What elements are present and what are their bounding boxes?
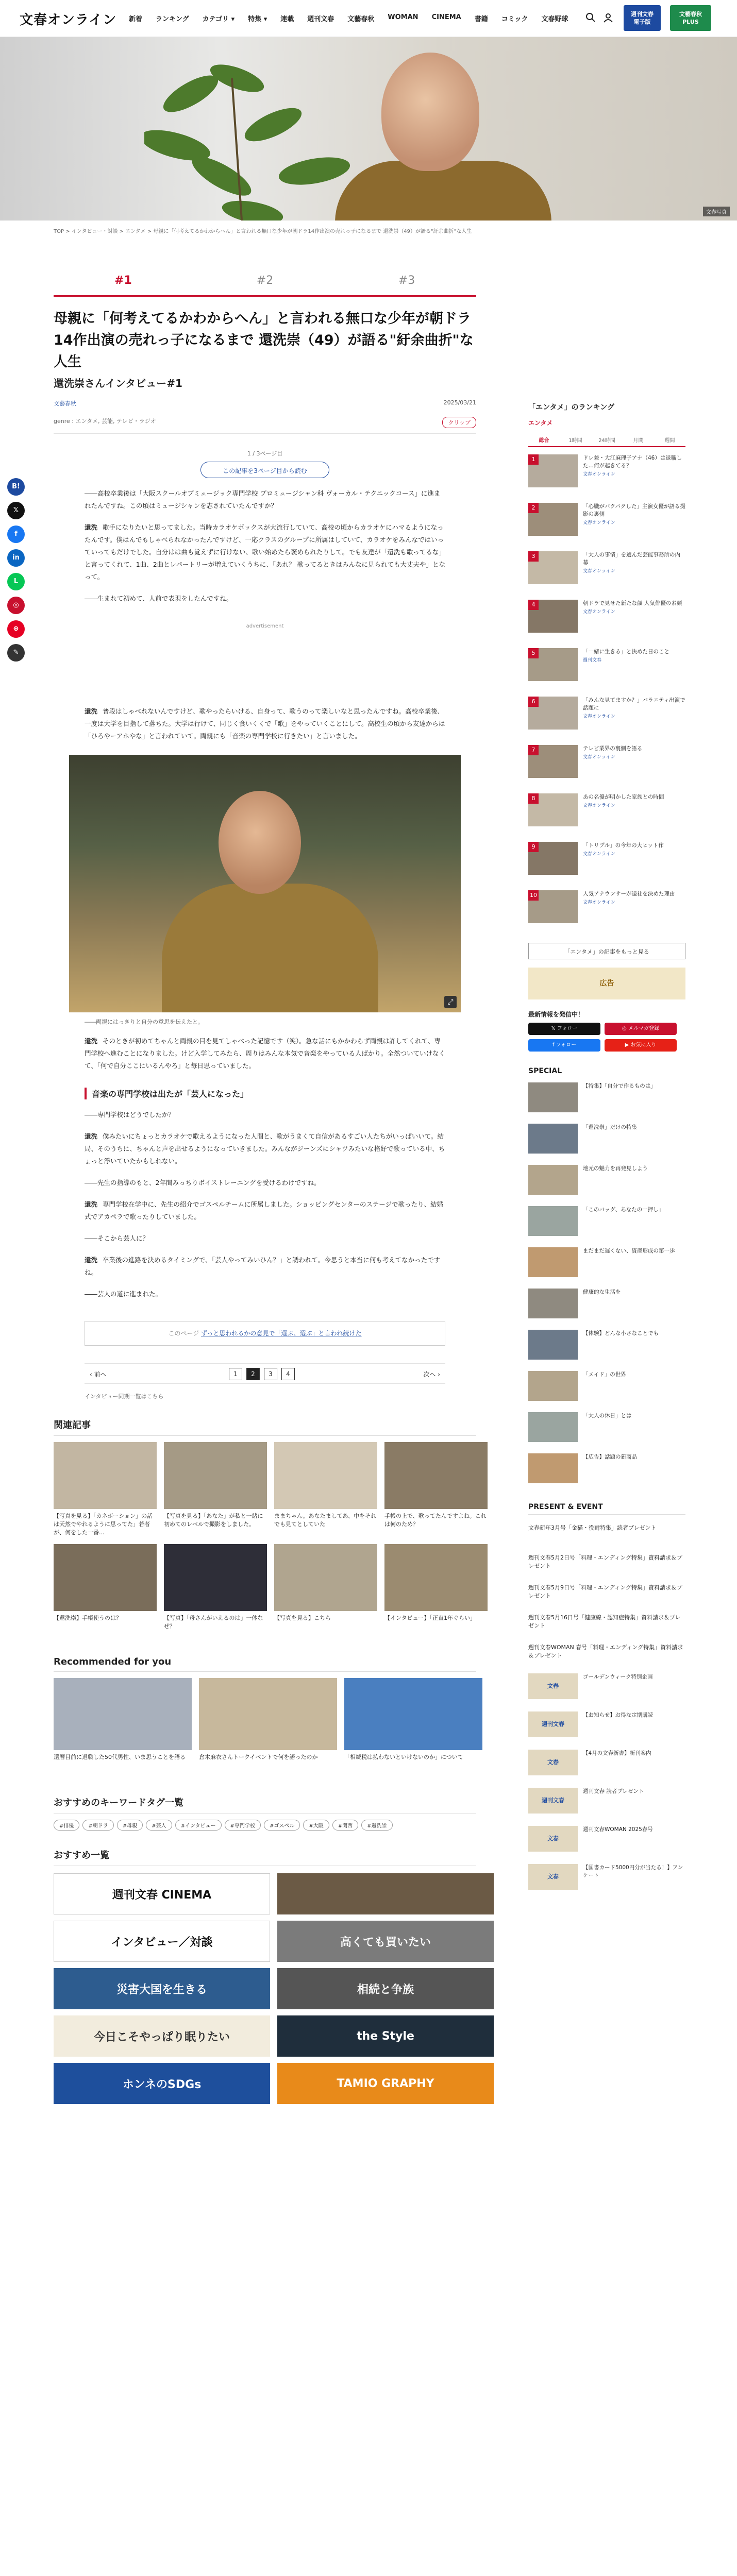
newsletter-button[interactable]: ◎ メルマガ登録 [605, 1023, 677, 1035]
special-text: 「このバッグ、あなたの一押し」 [583, 1207, 664, 1213]
banner-sdgs[interactable]: ホンネのSDGs [54, 2063, 270, 2104]
present-thumb-item[interactable] [528, 1864, 685, 1893]
special-text: まだまだ遅くない、資産形成の第一歩 [583, 1248, 675, 1254]
recommended-card-title: 還暦目前に退職した50代男性、いま思うことを語る [54, 1754, 186, 1760]
ranking-title: 「エンタメ」のランキング [528, 403, 615, 412]
keyword-tag[interactable]: #専門学校 [225, 1820, 261, 1831]
present-thumb-item[interactable] [528, 1826, 685, 1855]
related-card-title: 【写真を見る】こちら [274, 1615, 331, 1621]
nav-item[interactable]: 週刊文春 [307, 15, 334, 23]
present-item[interactable]: 文春新年3月号「金猫・役耐特集」読者プレゼント [528, 1524, 657, 1531]
special-text: 「大人の休日」とは [583, 1413, 632, 1419]
recommended-card[interactable] [54, 1678, 192, 1778]
article-title: 母親に「何考えてるかわからへん」と言われる無口な少年が朝ドラ14作出演の売れっ子になるまで 還洗崇（49）が語る"紆余曲折"な人生 [54, 311, 474, 370]
article-subtitle: 還洗崇さんインタビュー#1 [54, 377, 182, 389]
line-share-icon[interactable]: L [7, 573, 25, 590]
ranking-thumb [528, 697, 578, 730]
ranking-list [528, 454, 685, 931]
keyword-tag[interactable]: #母親 [117, 1820, 143, 1831]
present-thumb: 文春 [528, 1750, 578, 1775]
related-title: 関連記事 [54, 1418, 476, 1436]
prev-label: 前へ [94, 1371, 107, 1378]
recommended-card-title: 倉木麻衣さんトークイベントで何を語ったのか [199, 1754, 318, 1760]
sidebar [528, 402, 685, 1893]
ranking-item[interactable] [528, 600, 685, 641]
present-item[interactable]: 週刊文春5月9日号「料理・エンディング特集」資料請求＆プレゼント [528, 1584, 682, 1599]
ranking-title-text: 人気アナウンサーが退社を決めた理由 [583, 891, 675, 897]
follow-facebook-button[interactable]: f フォロー [528, 1039, 600, 1052]
banner-kaitai[interactable]: 高くても買いたい [277, 1921, 494, 1962]
ranking-item[interactable] [528, 890, 685, 931]
rank-number: 2 [528, 503, 539, 513]
special-item[interactable] [528, 1247, 685, 1281]
ranking-title-text: テレビ業界の裏側を語る [583, 745, 643, 752]
present-title: PRESENT & EVENT [528, 1503, 685, 1515]
ranking-source: 週刊文春 [583, 658, 602, 663]
rank-number: 4 [528, 600, 539, 610]
ranking-subtitle: エンタメ [528, 419, 553, 427]
banner-interview[interactable]: インタビュー／対談 [54, 1921, 270, 1962]
ranking-text [583, 745, 642, 786]
ranking-thumb [528, 454, 578, 487]
question: ――芸人の道に進まれた。 [85, 1290, 162, 1298]
ranking-item[interactable] [528, 697, 685, 738]
recommended-card-title: 「相続税は払わないといけないのか」について [344, 1754, 463, 1760]
photo-person-body [162, 884, 378, 1012]
special-text: 【特集】「自分で作るものは」 [583, 1083, 656, 1089]
present-text: 週刊文春 読者プレゼント [583, 1788, 644, 1794]
rank-number: 7 [528, 745, 539, 755]
rank-number: 1 [528, 454, 539, 465]
ranking-tabs [528, 433, 685, 447]
hatena-share-icon[interactable]: B! [7, 478, 25, 496]
ranking-source: 文春オンライン [583, 755, 615, 760]
keyword-tags [54, 1820, 476, 1831]
special-item[interactable] [528, 1082, 685, 1116]
ranking-text [583, 648, 669, 689]
ranking-text [583, 503, 685, 544]
plant-illustration [144, 58, 366, 221]
special-item[interactable] [528, 1453, 685, 1487]
ranking-source: 文春オンライン [583, 472, 615, 477]
article-photo[interactable] [69, 755, 461, 1012]
ranking-item[interactable] [528, 503, 685, 544]
ranking-title-text: ドレ兼・大江麻理子アナ（46）は退職した…何が起きてる？ [583, 455, 682, 469]
present-thumb: 文春 [528, 1673, 578, 1699]
ad-space [54, 629, 476, 696]
ranking-item[interactable] [528, 745, 685, 786]
article-tabs [54, 269, 476, 297]
related-card-title: 【写真を見る】「カネボーション」の話は天然でやれるように思ってた」若者が、何をした一番... [54, 1513, 153, 1536]
next-label: 次へ [423, 1371, 436, 1378]
keyword-tag[interactable]: #芸人 [146, 1820, 172, 1831]
article-column [54, 237, 487, 2104]
site-header [0, 0, 737, 37]
ranking-tab[interactable]: 週間 [664, 438, 675, 444]
article-meta [54, 399, 476, 408]
share-bar [7, 478, 26, 668]
rank-number: 6 [528, 697, 539, 707]
keyword-tag[interactable]: #ゴスペル [264, 1820, 300, 1831]
special-thumb [528, 1124, 578, 1154]
ranking-text [583, 842, 664, 883]
page-number[interactable]: 3 [264, 1368, 277, 1380]
pocket-share-icon[interactable]: ◎ [7, 597, 25, 614]
banner-style[interactable]: the Style [277, 2015, 494, 2057]
advertisement-label: advertisement [246, 623, 284, 629]
nav-item[interactable]: ランキング [156, 15, 189, 23]
page-number-current[interactable]: 2 [246, 1368, 260, 1380]
answer-text: 普段はしゃべれないんですけど、歌やったらいける、自身って、歌うのって楽しいなと思ったんですね。高校卒業後、一度は大学を目指して落ちた。大学は行けて、同じく食いくくで「歌」をやっていくことにして。高校生の頃から友達からは「ひろやーアホやな」と言われていて。両親にも「音楽の専門学校に行きたい」と言いました。 [85, 707, 445, 740]
follow-title: 最新情報を発信中！ [528, 1011, 584, 1018]
answer-text: そのときが初めてちゃんと両親の目を見てしゃべった記憶です（笑）。急な話にもかかわらず両親は許してくれて、専門学校へ進むことになりました。けど入学してみたら、周りはみんな本気で音楽をやっている人ばかり。全然ついていけなくて、「何で自分ここにいるんやろ」と毎日思っていました。 [85, 1037, 446, 1070]
special-thumb [528, 1206, 578, 1236]
answer-text: 僕みたいにちょっとカラオケで歌えるようになった人間と、歌がうまくて自信があるすごい人たちがいっぱいいて。結局、そのうちに、ちゃんと声を出せるようになっていきました。みんながジーンズにシャツみたいな格好で歌っている中、ちょっと浮いていたかもしれない。 [85, 1132, 445, 1165]
ranking-source: 文春オンライン [583, 569, 615, 574]
special-list [528, 1082, 685, 1487]
bungeishunju-plus-button[interactable]: 文藝春秋 PLUS [670, 5, 711, 31]
answer-text: 専門学校在学中に、先生の紹介でゴスペルチームに所属しました。ショッピングセンターのステージで歌ったり、結婚式でアカペラで歌ったりしていました。 [85, 1200, 444, 1221]
present-list [528, 1524, 685, 1664]
related-card-title: 【写真を見る】「あなた」が私と一緒に初めてのレベルで撮影をしました。 [164, 1513, 263, 1528]
present-thumb-item[interactable] [528, 1711, 685, 1740]
clip-button[interactable]: クリップ [442, 417, 476, 428]
ranking-text [583, 890, 675, 931]
prev-page-button[interactable]: ‹ 前へ [90, 1371, 107, 1378]
more-ranking-button[interactable]: 「エンタメ」の記事をもっと見る [528, 943, 685, 959]
banner-inheritance[interactable]: 相続と争族 [277, 1968, 494, 2009]
ranking-text [583, 600, 682, 641]
related-card[interactable] [54, 1442, 157, 1537]
present-item[interactable]: 週刊文春5月16日号「健康線・認知症特集」資料請求＆プレゼント [528, 1614, 681, 1629]
speaker-label: 還洗 [85, 1037, 98, 1045]
ranking-text [583, 697, 685, 738]
publish-date: 2025/03/21 [443, 399, 476, 406]
pinterest-share-icon[interactable]: ⊕ [7, 620, 25, 638]
ranking-source: 文春オンライン [583, 900, 615, 905]
linkedin-share-icon[interactable]: in [7, 549, 25, 567]
answer [85, 1198, 445, 1223]
question: ――専門学校はどうでしたか？ [85, 1111, 175, 1118]
nav-item[interactable]: 文春野球 [541, 15, 568, 23]
next-page-button[interactable]: 次へ › [423, 1371, 440, 1378]
speaker-label: 還洗 [85, 1132, 98, 1140]
special-item[interactable] [528, 1165, 685, 1199]
special-thumb [528, 1453, 578, 1483]
tab-part-2[interactable]: #2 [256, 274, 274, 287]
banner-disaster[interactable]: 災害大国を生きる [54, 1968, 270, 2009]
related-thumb [54, 1544, 157, 1611]
special-thumb [528, 1330, 578, 1360]
question: ――生まれて初めて、人前で表現をしたんですね。 [85, 595, 233, 602]
page-numbers [229, 1368, 295, 1380]
special-text: 【広告】話題の新商品 [583, 1454, 637, 1460]
article-body [85, 1109, 445, 1300]
special-text: 「メイド」の世界 [583, 1371, 626, 1378]
recommended-thumb [54, 1678, 192, 1750]
follow-youtube-button[interactable]: ▶ お気に入り [605, 1039, 677, 1052]
speaker-label: 還洗 [85, 707, 98, 715]
present-thumb-item[interactable] [528, 1750, 685, 1778]
next-page-banner[interactable] [85, 1321, 445, 1346]
ranking-source: 文春オンライン [583, 520, 615, 526]
article-body [85, 1035, 445, 1072]
present-thumb: 週刊文春 [528, 1788, 578, 1814]
recommended-title: Recommended for you [54, 1656, 476, 1672]
special-thumb [528, 1247, 578, 1277]
ranking-item[interactable] [528, 842, 685, 883]
section-heading: 音楽の専門学校は出たが「芸人になった」 [85, 1088, 445, 1099]
ranking-tab[interactable]: 総合 [539, 438, 549, 444]
present-thumb-item[interactable] [528, 1673, 685, 1702]
ranking-title-text: あの名優が明かした家族との時間 [583, 794, 664, 800]
special-thumb [528, 1082, 578, 1112]
ranking-text [583, 551, 685, 592]
related-card[interactable] [384, 1442, 488, 1537]
shukan-bunshun-button[interactable]: 週刊文春 電子版 [624, 5, 661, 31]
ranking-text [583, 793, 664, 835]
x-share-icon[interactable]: 𝕏 [7, 502, 25, 519]
genre-links[interactable]: genre : エンタメ, 芸能, テレビ・ラジオ [54, 418, 156, 425]
keyword-tag[interactable]: #朝ドラ [82, 1820, 113, 1831]
present-text: ゴールデンウィーク特別企画 [583, 1674, 653, 1680]
banner-tamio[interactable]: TAMIO GRAPHY [277, 2063, 494, 2104]
recommended-thumb [199, 1678, 337, 1750]
follow-x-button[interactable]: 𝕏 フォロー [528, 1023, 600, 1035]
present-thumb: 週刊文春 [528, 1711, 578, 1737]
special-item[interactable] [528, 1124, 685, 1158]
ranking-source: 文春オンライン [583, 714, 615, 719]
rank-number: 5 [528, 648, 539, 658]
ranking-thumb [528, 890, 578, 923]
answer [85, 1035, 445, 1072]
article-body [85, 487, 445, 605]
ranking-item[interactable] [528, 454, 685, 496]
present-text: 週刊文春WOMAN 2025春号 [583, 1826, 653, 1833]
keyword-tag[interactable]: #大阪 [303, 1820, 329, 1831]
speaker-label: 還洗 [85, 1200, 98, 1208]
nav-item[interactable]: WOMAN [388, 13, 418, 21]
ranking-title-text: 「心臓がバクバクした」主演女優が語る撮影の裏側 [583, 503, 685, 517]
special-thumb [528, 1371, 578, 1401]
keyword-tag[interactable]: #還洗崇 [361, 1820, 392, 1831]
ranking-tab[interactable]: 24時間 [598, 438, 615, 444]
ranking-thumb [528, 842, 578, 875]
ranking-item[interactable] [528, 648, 685, 689]
ranking-thumb [528, 745, 578, 778]
ranking-item[interactable] [528, 551, 685, 592]
tab-part-3[interactable]: #3 [398, 274, 415, 287]
ranking-title-text: 「みんな見てますか？」バラエティ出演で話題に [583, 697, 685, 711]
related-thumb [274, 1442, 377, 1509]
nav-item[interactable]: 書籍 [474, 15, 488, 23]
nav-item[interactable]: 特集 ▾ [248, 15, 267, 23]
answer-text: 卒業後の進路を決めるタイミングで、「芸人やってみいひん？」と誘われて。今思うと本当に何も考えてなかったですね。 [85, 1256, 441, 1276]
ranking-thumb [528, 600, 578, 633]
page-indicator: 1 / 3ページ目 [247, 450, 283, 457]
genre-row [54, 417, 476, 428]
banner-bookshelf[interactable] [277, 1873, 494, 1914]
ranking-source: 文春オンライン [583, 852, 615, 857]
answer [85, 1254, 445, 1279]
related-thumb [164, 1544, 267, 1611]
related-thumb [164, 1442, 267, 1509]
special-item[interactable] [528, 1289, 685, 1323]
facebook-share-icon[interactable]: f [7, 526, 25, 543]
answer [85, 1130, 445, 1167]
ranking-text [583, 454, 685, 496]
ranking-thumb [528, 503, 578, 536]
page-number[interactable]: 4 [281, 1368, 295, 1380]
nav-item[interactable]: 新着 [129, 15, 143, 23]
special-thumb [528, 1165, 578, 1195]
keywords-title: おすすめのキーワードタグ一覧 [54, 1795, 476, 1814]
special-title: SPECIAL [528, 1067, 562, 1075]
keyword-tag[interactable]: #俳優 [54, 1820, 79, 1831]
search-icon[interactable] [585, 12, 596, 23]
speaker-label: 還洗 [85, 1256, 98, 1264]
related-card[interactable] [54, 1544, 157, 1639]
author-link[interactable]: 文藝春秋 [54, 400, 76, 407]
question: ――高校卒業後は「大阪スクールオブミュージック専門学校 プロミュージシャン科 ヴォーカル・テクニックコース」に進まれたんですね。この頃はミュージシャンを志されていたんですか？ [85, 489, 441, 510]
pagination [85, 1363, 445, 1384]
related-card-title: 【写真】「母さんがいえるのは」一体なぜ？ [164, 1615, 263, 1630]
ranking-thumb [528, 648, 578, 681]
present-thumb: 文春 [528, 1826, 578, 1852]
main-nav [129, 13, 582, 23]
special-item[interactable] [528, 1206, 685, 1240]
ranking-tab[interactable]: 月間 [633, 438, 644, 444]
ranking-title-text: 「一緒に生きる」と決めた日のこと [583, 649, 669, 655]
related-card-title: 手帳の上で、歌ってたんですよね。これは何のため？ [384, 1513, 487, 1528]
related-thumb [54, 1442, 157, 1509]
special-item[interactable] [528, 1412, 685, 1446]
nav-item[interactable]: 連載 [280, 15, 294, 23]
special-item[interactable] [528, 1371, 685, 1405]
answer-text: 歌手になりたいと思ってました。当時カラオケボックスが大流行していて、高校の頃からカラオケにハマるようになったんです。僕はんでもしゃべられなかったんですけど、一応クラスのグループに所属はしていて、カラオケをみんなではいっていってもだけでした。自分はは曲も覚えずに行けない、歌い始めたら褒められたりして。でも友達が「還洗も歌ってるな」と言ってくれて、1曲、2曲とレパートリーが増えていくうちに、「あれ？ 歌ってるときはみんなに見られても大丈夫や」となって。 [85, 523, 446, 581]
recommended-thumb [344, 1678, 482, 1750]
special-thumb [528, 1289, 578, 1318]
ranking-item[interactable] [528, 793, 685, 835]
nav-item[interactable]: 文藝春秋 [347, 15, 375, 23]
sidebar-ad[interactable]: 広告 [528, 968, 685, 999]
related-card-title: ままちゃん。あなたましてあ、中をそれでも見てとしていた [274, 1513, 377, 1528]
site-logo[interactable]: 文春オンライン [20, 12, 117, 28]
divider [54, 433, 476, 434]
banner-sleep[interactable]: 今日こそやっぱり眠りたい [54, 2015, 270, 2057]
present-text: 【お知らせ】お得な定期購読 [583, 1712, 654, 1718]
present-item[interactable]: 週刊文春WOMAN 春号「料理・エンディング特集」資料請求＆プレゼント [528, 1644, 683, 1659]
related-grid [54, 1442, 487, 1639]
recommended-card[interactable] [344, 1678, 482, 1778]
photo-person-head [219, 791, 301, 894]
rank-number: 10 [528, 890, 539, 901]
keyword-tag[interactable]: #インタビュー [175, 1820, 222, 1831]
series-link[interactable]: インタビュー同期一覧はこちら [85, 1393, 164, 1400]
osusume-banners [54, 1873, 476, 2104]
read-from-page-button[interactable]: この記事を3ページ目から読む [200, 462, 329, 478]
recommended-grid [54, 1678, 476, 1778]
osusume-title: おすすめ一覧 [54, 1848, 476, 1866]
tab-part-1[interactable]: #1 [114, 274, 132, 287]
special-text: 【体験】どんな小さなことでも [583, 1330, 659, 1336]
present-thumb-item[interactable] [528, 1788, 685, 1817]
present-text: 【4月の文春新書】新刊案内 [583, 1750, 651, 1756]
keyword-tag[interactable]: #関西 [332, 1820, 358, 1831]
ranking-thumb [528, 793, 578, 826]
hero-image [0, 37, 737, 221]
related-thumb [384, 1442, 488, 1509]
special-thumb [528, 1412, 578, 1442]
page-number[interactable]: 1 [229, 1368, 242, 1380]
photo-caption: ――両親にはっきりと自分の意思を伝えたと。 [85, 1019, 204, 1025]
answer [85, 521, 445, 583]
banner-cinema[interactable]: 週刊文春 CINEMA [54, 1873, 270, 1914]
present-thumb: 文春 [528, 1864, 578, 1890]
special-text: 地元の魅力を再発見しよう [583, 1165, 648, 1172]
rank-number: 9 [528, 842, 539, 852]
nav-item[interactable]: カテゴリ ▾ [202, 15, 235, 23]
related-card[interactable] [164, 1544, 267, 1639]
special-text: 健康的な生活を [583, 1289, 621, 1295]
related-card[interactable] [384, 1544, 488, 1639]
special-text: 「還洗崇」だけの特集 [583, 1124, 637, 1130]
ranking-title-text: 朝ドラで見せた新たな顔 人気俳優の素顔 [583, 600, 682, 606]
related-thumb [274, 1544, 377, 1611]
note-share-icon[interactable]: ✎ [7, 644, 25, 662]
related-card[interactable] [164, 1442, 267, 1537]
person-head [381, 53, 479, 171]
rank-number: 8 [528, 793, 539, 804]
related-card[interactable] [274, 1442, 377, 1537]
present-thumb-list [528, 1673, 685, 1893]
nav-item[interactable]: CINEMA [431, 13, 461, 21]
ranking-title-text: 「トリプル」の今年の大ヒット作 [583, 842, 664, 849]
related-card[interactable] [274, 1544, 377, 1639]
photo-credit: 文春写真 [703, 207, 730, 216]
recommended-card[interactable] [199, 1678, 337, 1778]
present-text: 【図書カード5000円分が当たる！】アンケート [583, 1865, 683, 1878]
ranking-source: 文春オンライン [583, 609, 615, 615]
banner-label: このページ [168, 1330, 199, 1337]
speaker-label: 還洗 [85, 523, 98, 531]
article-body [85, 705, 445, 742]
ranking-tab[interactable]: 1時間 [568, 438, 582, 444]
breadcrumb[interactable]: TOP > インタビュー・対談 > エンタメ > 母親に「何考えてるかわからへん」と言われる無口な少年が朝ドラ14作出演の売れっ子になるまで 還洗崇（49）が語る"紆余曲折"な人生 [54, 229, 472, 234]
special-item[interactable] [528, 1330, 685, 1364]
related-thumb [384, 1544, 488, 1611]
present-item[interactable]: 週刊文春5月2日号「料理・エンディング特集」資料請求＆プレゼント [528, 1554, 682, 1569]
ranking-thumb [528, 551, 578, 584]
answer [85, 705, 445, 742]
expand-icon[interactable]: ⤢ [444, 996, 457, 1008]
user-icon[interactable] [603, 12, 613, 23]
question: ――そこから芸人に？ [85, 1234, 149, 1242]
banner-link[interactable]: ずっと思われるかの意見で「選ぶ、選ぶ」と言われ続けた [201, 1330, 362, 1337]
ranking-source: 文春オンライン [583, 803, 615, 808]
related-card-title: 【還洗崇】手帳使うのは？ [54, 1615, 122, 1621]
ranking-title-text: 「大人の事情」を選んだ芸能事務所の内幕 [583, 552, 680, 566]
rank-number: 3 [528, 551, 539, 562]
related-card-title: 【インタビュー】「正直1年ぐらい」 [384, 1615, 476, 1621]
question: ――先生の指導のもと、2年間みっちりボイストレーニングを受けるわけですね。 [85, 1179, 321, 1187]
nav-item[interactable]: コミック [501, 15, 528, 23]
follow-buttons [528, 1023, 685, 1052]
